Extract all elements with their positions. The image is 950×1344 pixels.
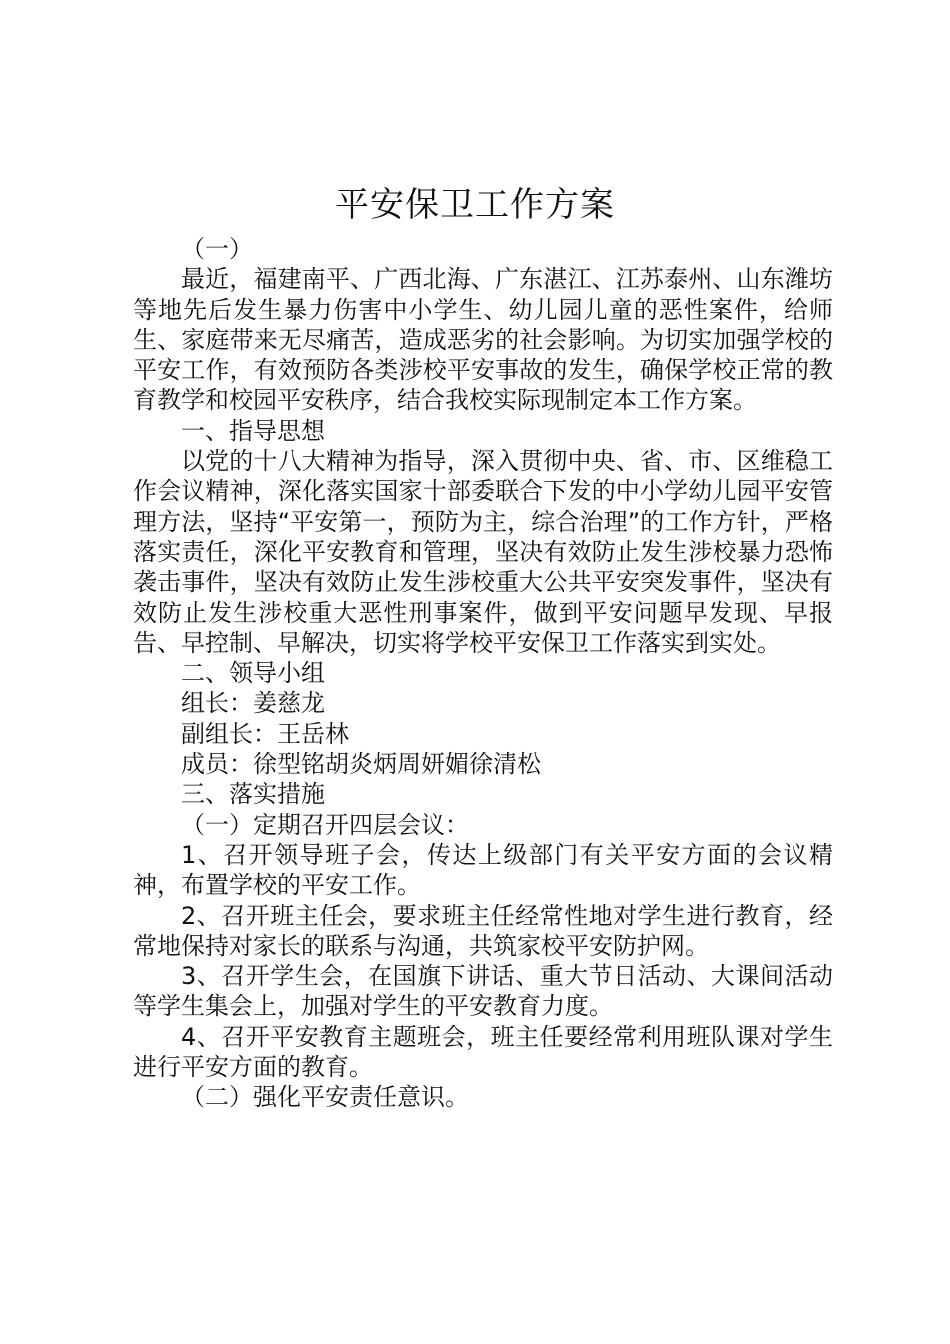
intro-paragraph: 最近，福建南平、广西北海、广东湛江、江苏泰州、山东潍坊等地先后发生暴力伤害中小学生、幼儿园儿童的恶性案件，给师生、家庭带来无尽痛苦，造成恶劣的社会影响。为切实加强学校的平安工作，有效预防各类涉校平安事故的发生，确保学校正常的教育教学和校园平安秩序，结合我校实际现制定本工作方案。 — [133, 265, 833, 415]
measure-item-3: 3、召开学生会，在国旗下讲话、重大节日活动、大课间活动等学生集会上，加强对学生的平安教育力度。 — [133, 962, 833, 1021]
document-title: 平安保卫工作方案 — [335, 185, 615, 225]
measure-item-4: 4、召开平安教育主题班会，班主任要经常利用班队课对学生进行平安方面的教育。 — [133, 1022, 833, 1082]
group-leader: 组长：姜慈龙 — [181, 689, 325, 718]
guiding-thought-paragraph: 以党的十八大精神为指导，深入贯彻中央、省、市、区维稳工作会议精神，深化落实国家十部委联合下发的中小学幼儿园平安管理方法，坚持“平安第一，预防为主，综合治理”的工作方针，严格落实责任，深化平安教育和管理，坚决有效防止发生涉校暴力恐怖袭击事件，坚决有效防止发生涉校重大公共平安突发事件，坚决有效防止发生涉校重大恶性刑事案件，做到平安问题早发现、早报告、早控制、早解决，切实将学校平安保卫工作落实到实处。 — [133, 447, 833, 657]
document-body — [133, 234, 833, 1113]
subheading-responsibility: （二）强化平安责任意识。 — [181, 1083, 469, 1112]
subheading-meetings: （一）定期召开四层会议： — [181, 810, 469, 839]
measure-item-2: 2、召开班主任会，要求班主任经常性地对学生进行教育，经常地保持对家长的联系与沟通，共筑家校平安防护网。 — [133, 901, 833, 960]
section-marker: （一） — [181, 235, 253, 263]
heading-measures: 三、落实措施 — [181, 780, 325, 809]
heading-leadership-group: 二、领导小组 — [181, 659, 325, 688]
measure-item-1: 1、召开领导班子会，传达上级部门有关平安方面的会议精神，布置学校的平安工作。 — [133, 840, 833, 900]
deputy-group-leader: 副组长：王岳林 — [181, 719, 349, 748]
group-members: 成员：徐型铭胡炎炳周妍媚徐清松 — [181, 750, 541, 779]
heading-guiding-thought: 一、指导思想 — [181, 416, 325, 445]
